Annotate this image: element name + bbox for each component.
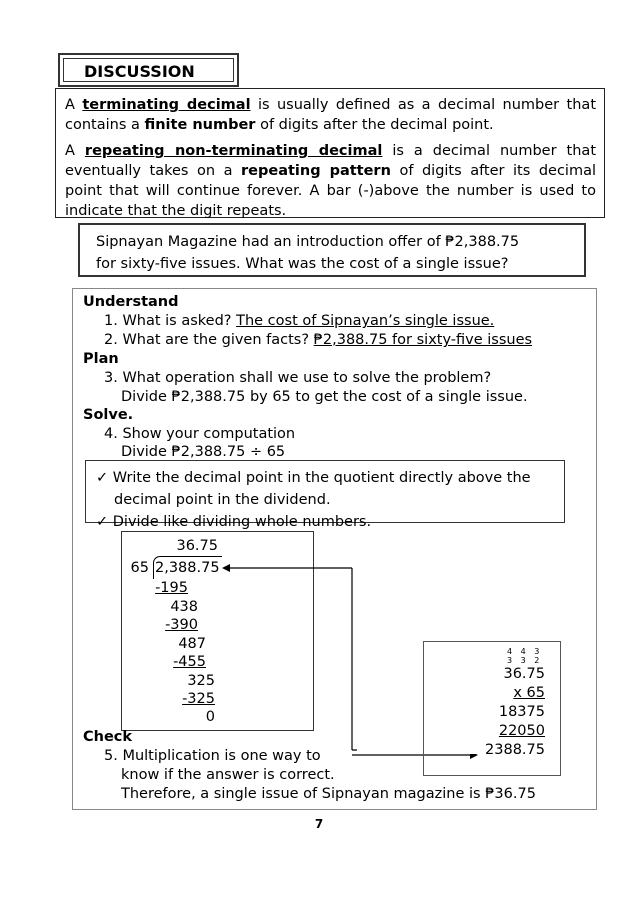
text: is a decimal number that eventually takes on a xyxy=(65,143,596,179)
term-finite-number: finite number xyxy=(144,117,256,133)
partial-product-1: 18375 xyxy=(498,704,545,720)
text: of digits after its decimal point that will continue forever. A bar (-)above the number is used to indicate that the digit repeats. xyxy=(65,163,596,219)
question-4: 4. Show your computation xyxy=(104,426,296,442)
question-5-continued: know if the answer is correct. xyxy=(121,767,335,783)
step-5: -455 xyxy=(173,654,206,670)
text: is usually defined as a decimal number that contains a xyxy=(65,97,596,133)
step-4: 487 xyxy=(178,636,206,652)
multiplicand: 36.75 xyxy=(503,666,545,682)
tips-box xyxy=(85,460,565,530)
step-6: 325 xyxy=(187,673,215,689)
solve-heading: Solve. xyxy=(83,407,134,423)
text: A xyxy=(65,143,85,159)
conclusion: Therefore, a single issue of Sipnayan magazine is ₱36.75 xyxy=(121,786,536,802)
step-1: -195 xyxy=(155,580,188,596)
discussion-label: DISCUSSION xyxy=(63,58,234,82)
answer-3: Divide ₱2,388.75 by 65 to get the cost of a single issue. xyxy=(121,389,528,405)
dividend: 2,388.75 xyxy=(155,560,220,576)
definitions-box xyxy=(55,88,605,218)
answer-4: Divide ₱2,388.75 ÷ 65 xyxy=(121,444,286,460)
arrow-connector xyxy=(222,562,357,766)
question-3: 3. What operation shall we use to solve the problem? xyxy=(104,370,492,386)
question-5: 5. Multiplication is one way to xyxy=(104,748,321,764)
multiplier: x 65 xyxy=(513,685,545,701)
problem-box xyxy=(78,223,586,277)
tip-2: ✓ Divide like dividing whole numbers. xyxy=(96,514,372,530)
check-heading: Check xyxy=(83,729,133,745)
answer-1: The cost of Sipnayan’s single issue. xyxy=(236,313,495,329)
partial-product-2: 22050 xyxy=(498,723,545,739)
tip-1-continued: decimal point in the dividend. xyxy=(114,492,331,508)
plan-heading: Plan xyxy=(83,351,119,367)
step-2: 438 xyxy=(170,599,198,615)
problem-line-2: for sixty-five issues. What was the cost of a single issue? xyxy=(96,256,509,272)
text: 1. What is asked? xyxy=(104,313,237,329)
discussion-header xyxy=(58,53,239,87)
step-3: -390 xyxy=(165,617,198,633)
page-number: 7 xyxy=(314,817,324,831)
tip-1: ✓ Write the decimal point in the quotient directly above the xyxy=(96,470,531,486)
question-2 xyxy=(104,331,532,350)
carries-top: 4 4 3 xyxy=(507,647,543,656)
product: 2388.75 xyxy=(485,742,545,758)
text: 2. What are the given facts? xyxy=(104,332,314,348)
step-8: 0 xyxy=(205,709,215,725)
answer-2: ₱2,388.75 for sixty-five issues xyxy=(313,332,533,348)
text: A xyxy=(65,97,83,113)
carries-bottom: 3 3 2 xyxy=(507,656,543,665)
step-7: -325 xyxy=(182,691,215,707)
divisor: 65 xyxy=(130,560,149,576)
text: of digits after the decimal point. xyxy=(255,117,494,133)
term-repeating-decimal: repeating non-terminating decimal xyxy=(84,143,383,159)
understand-heading: Understand xyxy=(83,294,179,310)
question-1 xyxy=(104,312,494,331)
term-repeating-pattern: repeating pattern xyxy=(241,163,391,179)
terminating-definition xyxy=(65,95,596,135)
quotient: 36.75 xyxy=(176,538,218,554)
problem-line-1: Sipnayan Magazine had an introduction offer of ₱2,388.75 xyxy=(96,234,520,250)
repeating-definition xyxy=(65,141,596,221)
term-terminating-decimal: terminating decimal xyxy=(82,97,251,113)
arrow-icon xyxy=(222,562,357,762)
